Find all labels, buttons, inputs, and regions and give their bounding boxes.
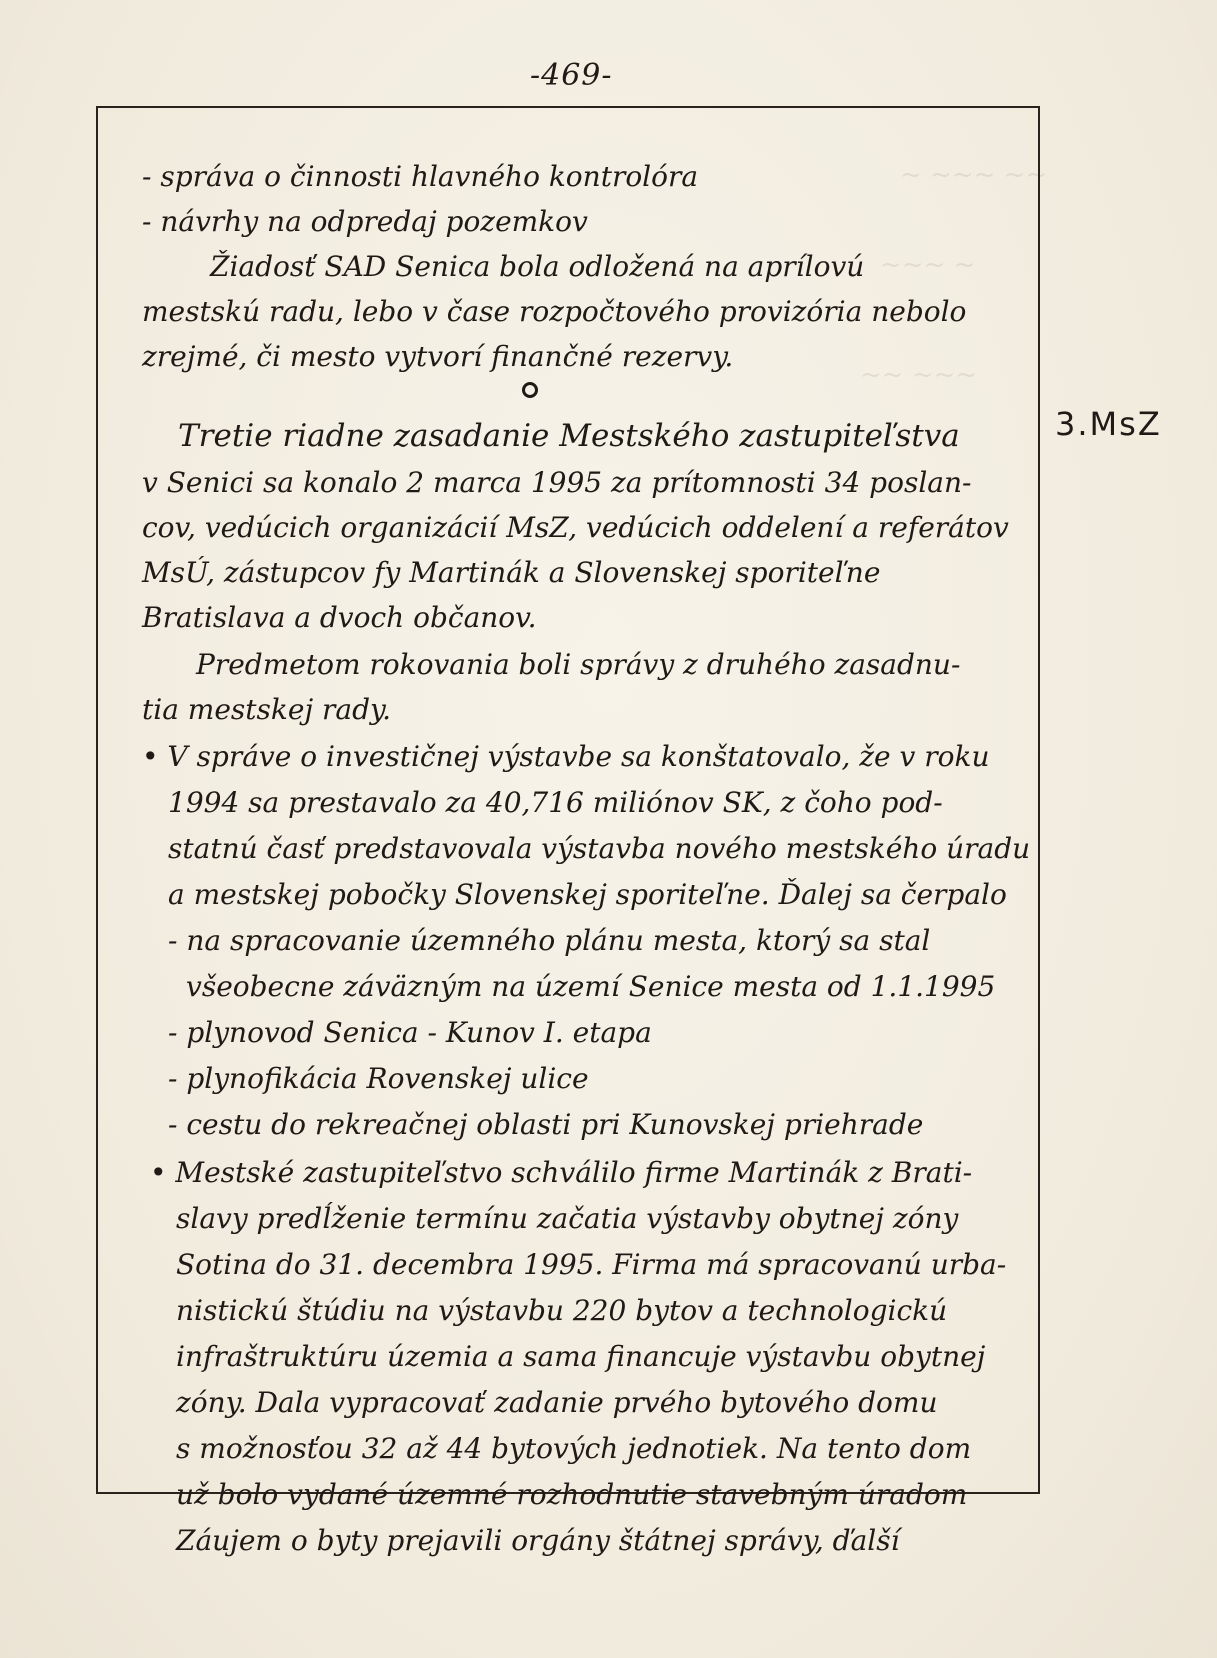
text-line: Záujem o byty prejavili orgány štátnej správy, ďalší bbox=[176, 1524, 900, 1557]
text-line: Bratislava a dvoch občanov. bbox=[142, 601, 537, 634]
text-line: statnú časť predstavovala výstavba nového mestského úradu bbox=[168, 832, 1031, 865]
text-line: Predmetom rokovania boli správy z druhého zasadnu- bbox=[196, 648, 961, 681]
text-line: MsÚ, zástupcov fy Martinák a Slovenskej sporiteľne bbox=[142, 556, 881, 589]
text-line: 1994 sa prestavalo za 40,716 miliónov SK, z čoho pod- bbox=[168, 786, 943, 819]
text-line: nistickú štúdiu na výstavbu 220 bytov a technologickú bbox=[176, 1294, 948, 1327]
text-line: mestskú radu, lebo v čase rozpočtového provizória nebolo bbox=[142, 295, 967, 328]
text-line: tia mestskej rady. bbox=[142, 693, 392, 726]
text-line: Tretie riadne zasadanie Mestského zastupiteľstva bbox=[178, 418, 960, 454]
page-number: -469- bbox=[530, 58, 613, 93]
bleed-through-text: ~ ~~~ ~~ bbox=[900, 160, 1048, 190]
text-line: s možnosťou 32 až 44 bytových jednotiek. Na tento dom bbox=[176, 1432, 972, 1465]
text-line: zrejmé, či mesto vytvorí finančné rezervy. bbox=[142, 340, 734, 373]
text-line: a mestskej pobočky Slovenskej sporiteľne. Ďalej sa čerpalo bbox=[168, 878, 1007, 911]
text-line: slavy predĺženie termínu začatia výstavby obytnej zóny bbox=[176, 1202, 959, 1235]
bleed-through-text: ~~~ ~ bbox=[880, 250, 976, 280]
paragraph-mark bbox=[522, 382, 538, 398]
text-line: v Senici sa konalo 2 marca 1995 za prítomnosti 34 poslan- bbox=[142, 466, 972, 499]
text-line: všeobecne záväzným na území Senice mesta od 1.1.1995 bbox=[186, 970, 996, 1003]
text-line: - návrhy na odpredaj pozemkov bbox=[142, 205, 588, 238]
text-line: - plynovod Senica - Kunov I. etapa bbox=[168, 1016, 652, 1049]
text-line: • V správe o investičnej výstavbe sa konštatovalo, že v roku bbox=[142, 740, 990, 773]
text-line: Sotina do 31. decembra 1995. Firma má spracovanú urba- bbox=[176, 1248, 1007, 1281]
text-line: Žiadosť SAD Senica bola odložená na aprílovú bbox=[210, 250, 865, 283]
text-line: zóny. Dala vypracovať zadanie prvého bytového domu bbox=[176, 1386, 938, 1419]
text-line: cov, vedúcich organizácií MsZ, vedúcich oddelení a referátov bbox=[142, 511, 1009, 544]
margin-note: 3.MsZ bbox=[1055, 405, 1162, 443]
text-line: už bolo vydané územné rozhodnutie stavebným úradom bbox=[176, 1478, 968, 1511]
text-line: - na spracovanie územného plánu mesta, ktorý sa stal bbox=[168, 924, 931, 957]
text-line: - plynofikácia Rovenskej ulice bbox=[168, 1062, 589, 1095]
text-line: • Mestské zastupiteľstvo schválilo firme Martinák z Brati- bbox=[150, 1156, 973, 1189]
text-line: - cestu do rekreačnej oblasti pri Kunovskej priehrade bbox=[168, 1108, 924, 1141]
bleed-through-text: ~~ ~~~ bbox=[860, 360, 978, 390]
text-line: infraštruktúru územia a sama financuje výstavbu obytnej bbox=[176, 1340, 986, 1373]
text-line: - správa o činnosti hlavného kontrolóra bbox=[142, 160, 699, 193]
